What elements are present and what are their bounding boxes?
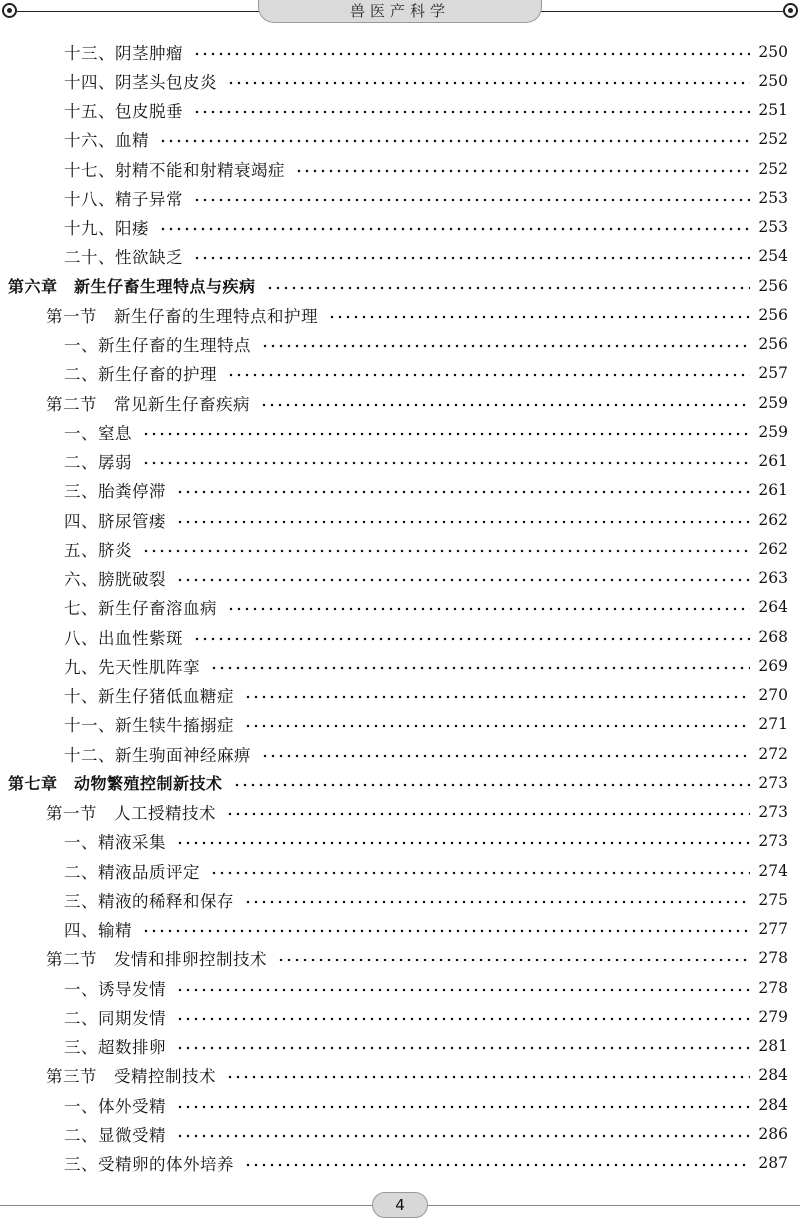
toc-item-entry (0, 213, 800, 242)
dot-leader (260, 403, 750, 407)
toc-item-entry (0, 856, 800, 885)
dot-leader (142, 929, 750, 933)
dot-leader (193, 637, 750, 641)
toc-entry-page: 273 (758, 773, 788, 792)
toc-item-entry (0, 534, 800, 563)
dot-leader (244, 724, 750, 728)
dot-leader (277, 958, 750, 962)
toc-entry-page: 281 (758, 1037, 788, 1056)
toc-entry-title: 十九、阳痿 (64, 219, 149, 239)
toc-entry-page: 275 (758, 890, 788, 909)
toc-item-entry (0, 242, 800, 271)
toc-item-entry (0, 739, 800, 768)
toc-entry-page: 254 (758, 247, 788, 266)
toc-entry-page: 256 (758, 305, 788, 324)
toc-entry-page: 271 (758, 715, 788, 734)
table-of-contents (0, 37, 800, 1178)
toc-entry-title: 一、精液采集 (64, 833, 166, 853)
toc-item-entry (0, 651, 800, 680)
toc-item-entry (0, 915, 800, 944)
toc-item-entry (0, 183, 800, 212)
header-ornament-right-icon (783, 3, 798, 18)
toc-item-entry (0, 973, 800, 1002)
toc-entry-page: 278 (758, 949, 788, 968)
toc-entry-title: 一、新生仔畜的生理特点 (64, 336, 251, 356)
toc-entry-page: 284 (758, 1095, 788, 1114)
toc-entry-title: 二、孱弱 (64, 453, 132, 473)
toc-item-entry (0, 710, 800, 739)
toc-entry-title: 十二、新生驹面神经麻痹 (64, 745, 251, 765)
toc-entry-page: 250 (758, 42, 788, 61)
dot-leader (210, 871, 750, 875)
toc-entry-title: 十四、阴茎头包皮炎 (64, 72, 217, 92)
dot-leader (176, 841, 750, 845)
toc-entry-page: 268 (758, 627, 788, 646)
toc-item-entry (0, 476, 800, 505)
toc-item-entry (0, 681, 800, 710)
running-title: 兽医产科学 (258, 0, 542, 23)
toc-item-entry (0, 359, 800, 388)
toc-item-entry (0, 593, 800, 622)
header-ornament-left-icon (2, 3, 17, 18)
toc-section-entry (0, 300, 800, 329)
toc-item-entry (0, 1032, 800, 1061)
dot-leader (227, 81, 750, 85)
toc-entry-title: 第一节 新生仔畜的生理特点和护理 (46, 306, 318, 326)
dot-leader (261, 344, 750, 348)
toc-entry-page: 269 (758, 656, 788, 675)
toc-entry-title: 四、输精 (64, 921, 132, 941)
dot-leader (142, 461, 750, 465)
toc-entry-page: 270 (758, 686, 788, 705)
dot-leader (244, 900, 750, 904)
page-header (0, 0, 800, 28)
toc-entry-page: 252 (758, 159, 788, 178)
dot-leader (295, 169, 750, 173)
toc-entry-page: 264 (758, 598, 788, 617)
toc-entry-title: 一、诱导发情 (64, 979, 166, 999)
dot-leader (266, 286, 751, 290)
dot-leader (227, 373, 750, 377)
toc-entry-title: 三、胎粪停滞 (64, 482, 166, 502)
toc-entry-title: 第二节 发情和排卵控制技术 (46, 950, 267, 970)
dot-leader (261, 754, 750, 758)
page-number: 4 (372, 1192, 428, 1218)
toc-section-entry (0, 388, 800, 417)
toc-entry-title: 三、精液的稀释和保存 (64, 891, 234, 911)
toc-item-entry (0, 1090, 800, 1119)
dot-leader (193, 110, 750, 114)
toc-entry-title: 十八、精子异常 (64, 189, 183, 209)
toc-entry-page: 274 (758, 861, 788, 880)
toc-entry-title: 十五、包皮脱垂 (64, 102, 183, 122)
toc-chapter-entry (0, 768, 800, 797)
dot-leader (176, 1134, 750, 1138)
toc-chapter-entry (0, 271, 800, 300)
toc-entry-page: 262 (758, 539, 788, 558)
toc-entry-page: 273 (758, 803, 788, 822)
toc-entry-title: 一、窒息 (64, 423, 132, 443)
dot-leader (176, 988, 750, 992)
toc-entry-title: 十七、射精不能和射精衰竭症 (64, 160, 285, 180)
toc-entry-page: 252 (758, 130, 788, 149)
toc-item-entry (0, 827, 800, 856)
dot-leader (210, 666, 750, 670)
dot-leader (227, 607, 750, 611)
toc-item-entry (0, 66, 800, 95)
toc-item-entry (0, 505, 800, 534)
toc-item-entry (0, 622, 800, 651)
toc-entry-page: 251 (758, 101, 788, 120)
toc-section-entry (0, 798, 800, 827)
dot-leader (142, 432, 750, 436)
dot-leader (193, 52, 750, 56)
toc-section-entry (0, 944, 800, 973)
dot-leader (159, 139, 750, 143)
toc-item-entry (0, 447, 800, 476)
toc-entry-title: 第六章 新生仔畜生理特点与疾病 (8, 277, 256, 297)
toc-entry-page: 279 (758, 1007, 788, 1026)
toc-entry-title: 九、先天性肌阵挛 (64, 657, 200, 677)
toc-entry-title: 第二节 常见新生仔畜疾病 (46, 394, 250, 414)
toc-entry-title: 三、受精卵的体外培养 (64, 1155, 234, 1175)
toc-entry-page: 278 (758, 978, 788, 997)
toc-entry-page: 253 (758, 188, 788, 207)
toc-entry-page: 256 (758, 276, 788, 295)
toc-entry-title: 四、脐尿管瘘 (64, 511, 166, 531)
toc-entry-title: 二十、性欲缺乏 (64, 248, 183, 268)
toc-entry-title: 八、出血性紫斑 (64, 628, 183, 648)
dot-leader (176, 1046, 750, 1050)
toc-item-entry (0, 96, 800, 125)
toc-entry-page: 263 (758, 569, 788, 588)
toc-entry-title: 七、新生仔畜溶血病 (64, 599, 217, 619)
toc-item-entry (0, 885, 800, 914)
toc-entry-page: 273 (758, 832, 788, 851)
toc-entry-page: 286 (758, 1124, 788, 1143)
toc-entry-page: 284 (758, 1066, 788, 1085)
page-footer (0, 1192, 800, 1224)
toc-entry-title: 三、超数排卵 (64, 1038, 166, 1058)
dot-leader (244, 1163, 750, 1167)
dot-leader (142, 549, 750, 553)
toc-item-entry (0, 154, 800, 183)
dot-leader (193, 198, 750, 202)
toc-item-entry (0, 37, 800, 66)
toc-entry-title: 第七章 动物繁殖控制新技术 (8, 774, 223, 794)
toc-entry-title: 六、膀胱破裂 (64, 570, 166, 590)
toc-entry-page: 262 (758, 510, 788, 529)
toc-item-entry (0, 417, 800, 446)
toc-item-entry (0, 1119, 800, 1148)
dot-leader (226, 1075, 750, 1079)
toc-item-entry (0, 125, 800, 154)
toc-item-entry (0, 564, 800, 593)
toc-entry-page: 256 (758, 335, 788, 354)
toc-entry-title: 五、脐炎 (64, 540, 132, 560)
dot-leader (176, 1105, 750, 1109)
toc-item-entry (0, 1149, 800, 1178)
dot-leader (176, 490, 750, 494)
dot-leader (233, 783, 751, 787)
toc-section-entry (0, 1061, 800, 1090)
toc-entry-page: 261 (758, 481, 788, 500)
toc-entry-page: 261 (758, 452, 788, 471)
dot-leader (176, 578, 750, 582)
toc-entry-title: 十六、血精 (64, 131, 149, 151)
toc-entry-title: 一、体外受精 (64, 1096, 166, 1116)
dot-leader (193, 256, 750, 260)
dot-leader (328, 315, 750, 319)
dot-leader (176, 520, 750, 524)
toc-entry-title: 二、显微受精 (64, 1125, 166, 1145)
toc-entry-title: 十一、新生犊牛搐搦症 (64, 716, 234, 736)
toc-entry-page: 287 (758, 1154, 788, 1173)
toc-item-entry (0, 330, 800, 359)
toc-entry-page: 257 (758, 364, 788, 383)
toc-entry-page: 259 (758, 422, 788, 441)
toc-entry-page: 253 (758, 218, 788, 237)
toc-entry-page: 250 (758, 71, 788, 90)
toc-entry-title: 二、新生仔畜的护理 (64, 365, 217, 385)
dot-leader (244, 695, 750, 699)
toc-entry-title: 十三、阴茎肿瘤 (64, 43, 183, 63)
toc-item-entry (0, 1002, 800, 1031)
toc-entry-title: 二、同期发情 (64, 1008, 166, 1028)
dot-leader (159, 227, 750, 231)
dot-leader (176, 1017, 750, 1021)
toc-entry-page: 259 (758, 393, 788, 412)
dot-leader (226, 812, 750, 816)
toc-entry-title: 第三节 受精控制技术 (46, 1067, 216, 1087)
toc-entry-page: 277 (758, 920, 788, 939)
toc-entry-page: 272 (758, 744, 788, 763)
toc-entry-title: 第一节 人工授精技术 (46, 804, 216, 824)
toc-entry-title: 二、精液品质评定 (64, 862, 200, 882)
toc-entry-title: 十、新生仔猪低血糖症 (64, 687, 234, 707)
